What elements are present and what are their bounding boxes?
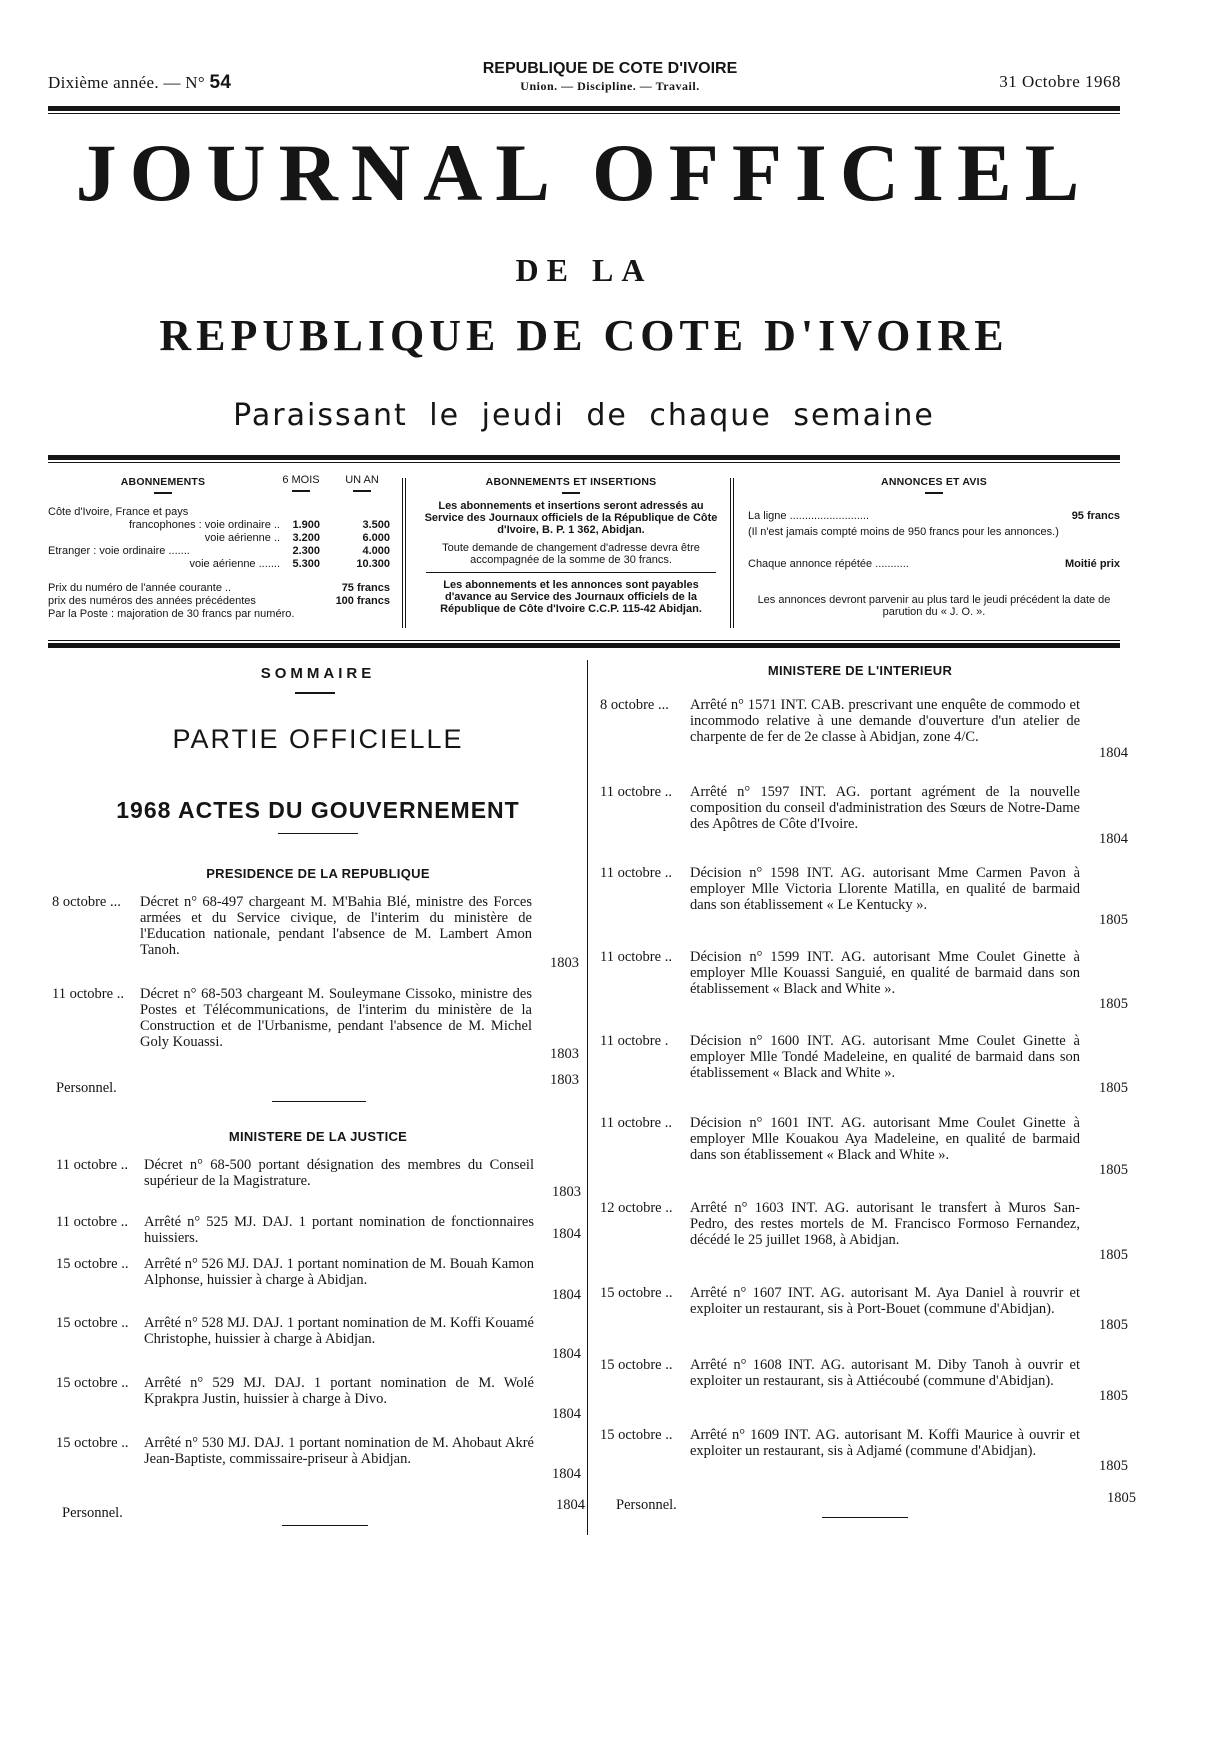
issue-date: 31 Octobre 1968 xyxy=(999,72,1121,91)
box-separator xyxy=(730,478,734,628)
box-top-rule xyxy=(48,455,1120,460)
entry-text: Arrêté n° 530 MJ. DAJ. 1 portant nomination de M. Ahobaut Akré Jean-Baptiste, commissaire-priseur à Abidjan. xyxy=(144,1435,534,1467)
section-dash xyxy=(278,833,358,834)
interieur-entry xyxy=(600,1200,1100,1248)
rate-1an xyxy=(320,506,390,519)
annonces-column xyxy=(748,468,1120,638)
entry-page: 1805 xyxy=(1099,996,1128,1012)
entry-page: 1804 xyxy=(552,1346,581,1362)
insertions-column xyxy=(420,468,722,638)
justice-entry xyxy=(56,1375,536,1407)
minimum-note: (Il n'est jamais compté moins de 950 francs pour les annonces.) xyxy=(748,526,1059,538)
entry-text: Décision n° 1598 INT. AG. autorisant Mme Carmen Pavon à employer Mlle Victoria Llorente Matilla, en qualité de barmaid dans son établissement « Le Kentucky ». xyxy=(690,865,1080,913)
rate-row xyxy=(48,506,390,519)
rate-1an: 4.000 xyxy=(362,545,390,557)
header-rule-thin xyxy=(48,113,1120,114)
rate-6mois xyxy=(280,506,320,519)
column-separator xyxy=(587,660,588,1535)
rate-row xyxy=(48,532,390,545)
entry-date: 15 octobre .. xyxy=(56,1315,129,1331)
entry-date: 8 octobre ... xyxy=(52,894,121,910)
entry-text: Arrêté n° 1603 INT. AG. autorisant le transfert à Muros San-Pedro, des restes mortels de M. Francisco Formoso Fernandez, décédé le 25 juillet 1968, à Abidjan. xyxy=(690,1200,1080,1248)
rate-row xyxy=(48,558,390,571)
interieur-entry xyxy=(600,784,1100,832)
entry-date: 15 octobre .. xyxy=(56,1375,129,1391)
rate-6mois: 3.200 xyxy=(292,532,320,544)
price-value: 75 francs xyxy=(341,582,390,594)
rate-label: francophones : voie ordinaire .. xyxy=(128,519,280,531)
entry-date: 15 octobre .. xyxy=(56,1256,129,1272)
interieur-personnel: Personnel. xyxy=(616,1497,677,1513)
col-6mois: 6 MOIS xyxy=(282,474,320,486)
presidence-entry xyxy=(52,894,532,958)
entry-date: 11 octobre .. xyxy=(600,1115,672,1131)
price-label: prix des numéros des années précédentes xyxy=(48,595,256,607)
section-dash xyxy=(272,1101,366,1102)
heading-dash xyxy=(292,490,310,492)
justice-entry xyxy=(56,1256,536,1288)
justice-entry xyxy=(56,1315,536,1347)
entry-text: Décision n° 1600 INT. AG. autorisant Mme Coulet Ginette à employer Mlle Tondé Madeleine, en qualité de barmaid dans son établissement « Black and White ». xyxy=(690,1033,1080,1081)
insertions-heading: ABONNEMENTS ET INSERTIONS xyxy=(485,476,657,488)
entry-text: Décision n° 1601 INT. AG. autorisant Mme Coulet Ginette à employer Mlle Kouakou Aya Madeleine, en qualité de barmaid dans son établissement « Black and White ». xyxy=(690,1115,1080,1163)
entry-page: 1803 xyxy=(550,1046,579,1062)
presidence-personnel: Personnel. xyxy=(56,1080,117,1096)
entry-date: 11 octobre .. xyxy=(600,784,672,800)
heading-dash xyxy=(353,490,371,492)
entry-page: 1805 xyxy=(1099,1247,1128,1263)
rate-row xyxy=(48,545,390,558)
insertions-address: Les abonnements et insertions seront adressés au Service des Journaux officiels de la République de Côte d'Ivoire, B. P. 1 362, Abidjan. xyxy=(424,500,718,536)
rate-1an: 6.000 xyxy=(362,532,390,544)
box-bottom-rule-thin xyxy=(48,640,1120,641)
rate-1an: 3.500 xyxy=(362,519,390,531)
sommaire-heading: SOMMAIRE xyxy=(260,665,376,682)
entry-page: 1805 xyxy=(1099,1080,1128,1096)
entry-text: Arrêté n° 1571 INT. CAB. prescrivant une enquête de commodo et incommodo relative à une demande d'ouverture d'un atelier de charpente de fer de 2e classe à Abidjan, zone 4/C. xyxy=(690,697,1080,745)
section-dash xyxy=(282,1525,368,1526)
insertions-address-change: Toute demande de changement d'adresse devra être accompagnée de la somme de 30 francs. xyxy=(442,542,700,566)
entry-text: Décision n° 1599 INT. AG. autorisant Mme Coulet Ginette à employer Mlle Kouassi Sanguié, en qualité de barmaid dans son établissement « Black and White ». xyxy=(690,949,1080,997)
presidence-personnel-page: 1803 xyxy=(550,1072,579,1088)
partie-officielle: PARTIE OFFICIELLE xyxy=(172,724,464,754)
heading-dash xyxy=(154,492,172,494)
country-motto: Union. — Discipline. — Travail. xyxy=(520,79,700,93)
justice-heading: MINISTERE DE LA JUSTICE xyxy=(228,1129,408,1144)
col-1an: UN AN xyxy=(345,474,379,486)
entry-text: Arrêté n° 526 MJ. DAJ. 1 portant nomination de M. Bouah Kamon Alphonse, huissier à charge à Abidjan. xyxy=(144,1256,534,1288)
entry-text: Arrêté n° 529 MJ. DAJ. 1 portant nomination de M. Wolé Kprakpra Justin, huissier à charge à Divo. xyxy=(144,1375,534,1407)
entry-page: 1804 xyxy=(1099,745,1128,761)
title-de-la: DE LA xyxy=(515,252,653,288)
price-lines xyxy=(48,582,390,621)
entry-date: 11 octobre .. xyxy=(600,949,672,965)
header-rule xyxy=(48,106,1120,111)
rate-row xyxy=(48,519,390,532)
annonces-heading: ANNONCES ET AVIS xyxy=(881,476,987,488)
justice-entry xyxy=(56,1157,536,1189)
entry-page: 1804 xyxy=(552,1466,581,1482)
price-label: Prix du numéro de l'année courante .. xyxy=(48,582,232,594)
entry-page: 1805 xyxy=(1099,1162,1128,1178)
edition-info xyxy=(48,72,231,94)
price-row xyxy=(48,608,390,621)
presidence-heading: PRESIDENCE DE LA REPUBLIQUE xyxy=(206,866,430,881)
entry-page: 1805 xyxy=(1099,912,1128,928)
entry-text: Arrêté n° 528 MJ. DAJ. 1 portant nomination de M. Koffi Kouamé Christophe, huissier à charge à Abidjan. xyxy=(144,1315,534,1347)
line-rate-value: 95 francs xyxy=(1071,510,1120,522)
rate-1an: 10.300 xyxy=(356,558,390,570)
entry-date: 11 octobre .. xyxy=(56,1157,128,1173)
entry-page: 1804 xyxy=(552,1406,581,1422)
entry-page: 1805 xyxy=(1099,1458,1128,1474)
section-dash xyxy=(822,1517,908,1518)
heading-dash xyxy=(295,692,335,694)
heading-dash xyxy=(562,492,580,494)
box-top-rule-thin xyxy=(48,462,1120,463)
line-rate-label: La ligne .......................... xyxy=(748,510,870,522)
rate-label: voie aérienne .. xyxy=(204,532,280,544)
entry-page: 1805 xyxy=(1099,1317,1128,1333)
entry-page: 1803 xyxy=(550,955,579,971)
entry-date: 15 octobre .. xyxy=(600,1285,673,1301)
price-label: Par la Poste : majoration de 30 francs par numéro. xyxy=(48,608,295,620)
price-value: 100 francs xyxy=(335,595,390,607)
interieur-entry xyxy=(600,1357,1100,1389)
entry-page: 1805 xyxy=(1099,1388,1128,1404)
annonces-deadline: Les annonces devront parvenir au plus tard le jeudi précédent la date de parution du « J. O. ». xyxy=(757,594,1111,618)
price-row xyxy=(48,582,390,595)
justice-entry xyxy=(56,1435,536,1467)
entry-text: Arrêté n° 1607 INT. AG. autorisant M. Aya Daniel à rouvrir et exploiter un restaurant, sis à Port-Bouet (commune d'Abidjan). xyxy=(690,1285,1080,1317)
interieur-entry xyxy=(600,865,1100,913)
actes-heading: 1968 ACTES DU GOUVERNEMENT xyxy=(116,797,520,823)
edition-number: 54 xyxy=(209,72,232,93)
justice-personnel-page: 1804 xyxy=(556,1497,585,1513)
entry-date: 15 octobre .. xyxy=(600,1357,673,1373)
rate-label: Etranger : voie ordinaire ....... xyxy=(48,545,190,557)
entry-text: Décret n° 68-503 chargeant M. Souleymane Cissoko, ministre des Postes et Télécommunications, de l'interim du ministère de la Construction et de l'Urbanisme, pendant l'absence de M. Michel Goly Kouassi. xyxy=(140,986,532,1050)
entry-text: Arrêté n° 1597 INT. AG. portant agrément de la nouvelle composition du conseil d'administration des Sœurs de Notre-Dame des Apôtres de Côte d'Ivoire. xyxy=(690,784,1080,832)
entry-text: Décret n° 68-497 chargeant M. M'Bahia Blé, ministre des Forces armées et du Service civique, de l'interim du ministère de l'Education nationale, pendant l'absence de M. Lambert Amon Tanoh. xyxy=(140,894,532,958)
republic-title: REPUBLIQUE DE COTE D'IVOIRE xyxy=(159,311,1009,360)
subscription-box xyxy=(48,468,1120,638)
entry-date: 11 octobre . xyxy=(600,1033,669,1049)
price-row xyxy=(48,595,390,608)
interieur-entry xyxy=(600,697,1100,745)
presidence-entry xyxy=(52,986,532,1050)
entry-text: Arrêté n° 525 MJ. DAJ. 1 portant nomination de fonctionnaires huissiers. xyxy=(144,1214,534,1246)
heading-dash xyxy=(925,492,943,494)
entry-text: Arrêté n° 1608 INT. AG. autorisant M. Diby Tanoh à ouvrir et exploiter un restaurant, sis à Attiécoubé (commune d'Abidjan). xyxy=(690,1357,1080,1389)
country-name: REPUBLIQUE DE COTE D'IVOIRE xyxy=(482,60,738,77)
rate-label: voie aérienne ....... xyxy=(189,558,280,570)
entry-date: 15 octobre .. xyxy=(56,1435,129,1451)
box-separator xyxy=(402,478,406,628)
rate-6mois: 5.300 xyxy=(292,558,320,570)
rate-6mois: 2.300 xyxy=(292,545,320,557)
repeat-rate-value: Moitié prix xyxy=(1064,558,1120,570)
entry-page: 1804 xyxy=(552,1226,581,1242)
justice-personnel: Personnel. xyxy=(62,1505,123,1521)
entry-page: 1803 xyxy=(552,1184,581,1200)
entry-date: 8 octobre ... xyxy=(600,697,669,713)
entry-text: Décret n° 68-500 portant désignation des membres du Conseil supérieur de la Magistrature. xyxy=(144,1157,534,1189)
repeat-rate-label: Chaque annonce répétée ........... xyxy=(748,558,909,570)
entry-text: Arrêté n° 1609 INT. AG. autorisant M. Koffi Maurice à ouvrir et exploiter un restaurant, sis à Adjamé (commune d'Abidjan). xyxy=(690,1427,1080,1459)
entry-date: 12 octobre .. xyxy=(600,1200,673,1216)
interieur-entry xyxy=(600,949,1100,997)
box-bottom-rule xyxy=(48,643,1120,648)
journal-title: JOURNAL OFFICIEL xyxy=(75,127,1093,218)
edition-year: Dixième année. — N° xyxy=(48,73,205,92)
abonnements-column xyxy=(48,468,393,638)
interieur-heading: MINISTERE DE L'INTERIEUR xyxy=(767,663,953,678)
entry-date: 11 octobre .. xyxy=(600,865,672,881)
interieur-entry xyxy=(600,1115,1100,1163)
interieur-personnel-page: 1805 xyxy=(1107,1490,1136,1506)
entry-date: 11 octobre .. xyxy=(52,986,124,1002)
interieur-entry xyxy=(600,1285,1100,1317)
interieur-entry xyxy=(600,1033,1100,1081)
interieur-entry xyxy=(600,1427,1100,1459)
publication-tagline: Paraissant le jeudi de chaque semaine xyxy=(233,398,935,433)
entry-page: 1804 xyxy=(552,1287,581,1303)
rate-6mois: 1.900 xyxy=(292,519,320,531)
entry-date: 11 octobre .. xyxy=(56,1214,128,1230)
insertions-payment: Les abonnements et les annonces sont payables d'avance au Service des Journaux officiels de la République de Côte d'Ivoire C.C.P. 115-42 Abidjan. xyxy=(440,579,702,615)
entry-date: 15 octobre .. xyxy=(600,1427,673,1443)
abonnements-heading: ABONNEMENTS xyxy=(120,476,206,488)
rate-label: Côte d'Ivoire, France et pays xyxy=(48,506,189,518)
entry-page: 1804 xyxy=(1099,831,1128,847)
country-block xyxy=(400,60,820,94)
justice-entry xyxy=(56,1214,536,1246)
subscription-rates-table xyxy=(48,506,390,571)
